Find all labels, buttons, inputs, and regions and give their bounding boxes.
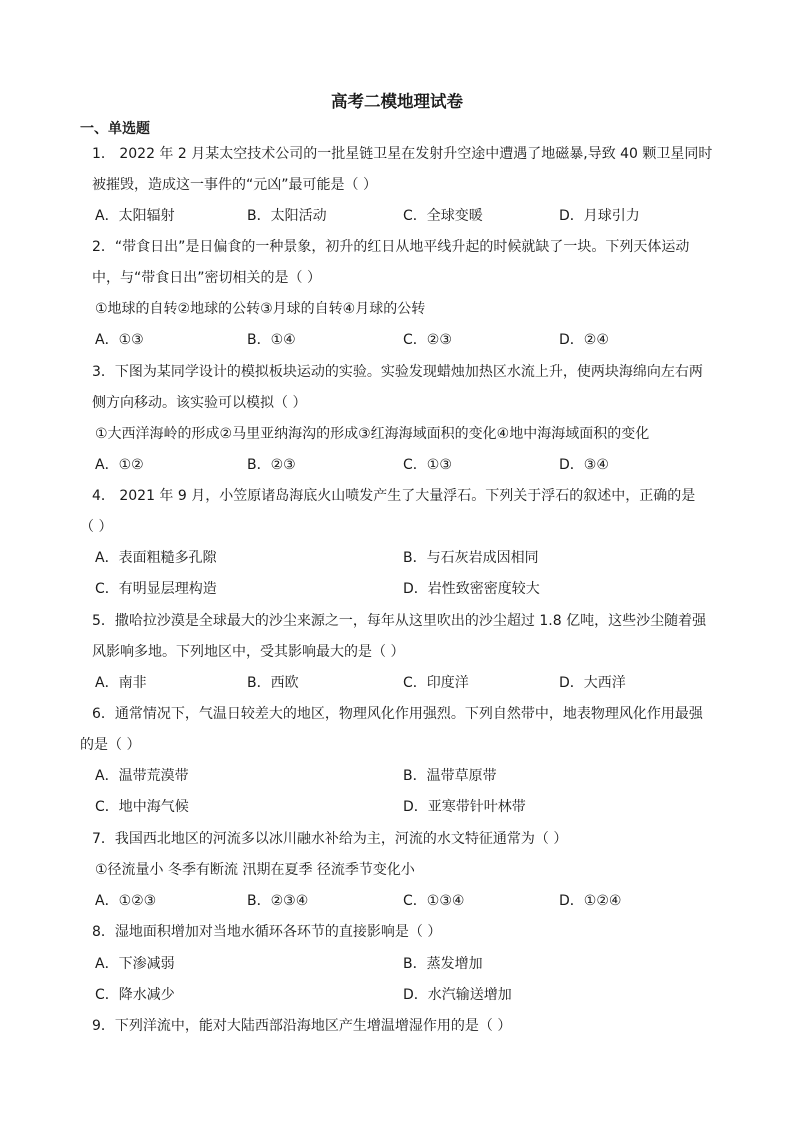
q3-option-d: D．③④ — [559, 457, 609, 473]
section-heading: 一、单选题 — [80, 121, 150, 137]
q3-option-c: C．①③ — [403, 457, 452, 473]
q1-option-a: A．太阳辐射 — [95, 208, 175, 224]
q5-option-b: B．西欧 — [247, 675, 299, 691]
q3-statements: ①大西洋海岭的形成②马里亚纳海沟的形成③红海海域面积的变化④地中海海域面积的变化 — [95, 426, 650, 442]
q7-option-c: C．①③④ — [403, 893, 465, 909]
q8-option-c: C．降水减少 — [95, 987, 175, 1003]
q6-option-c: C．地中海气候 — [95, 799, 189, 815]
q6-stem-line-1: 6．通常情况下，气温日较差大的地区，物理风化作用强烈。下列自然带中，地表物理风化作用最强 — [92, 706, 703, 722]
q4-option-c: C．有明显层理构造 — [95, 581, 217, 597]
q4-option-d: D．岩性致密密度较大 — [403, 581, 540, 597]
q5-option-a: A．南非 — [95, 675, 147, 691]
q7-stem-line-1: 7．我国西北地区的河流多以冰川融水补给为主，河流的水文特征通常为（ ） — [92, 831, 568, 847]
q1-option-c: C．全球变暖 — [403, 208, 483, 224]
q4-option-b: B．与石灰岩成因相同 — [403, 550, 539, 566]
q4-option-a: A．表面粗糙多孔隙 — [95, 550, 217, 566]
q5-stem-line-1: 5．撒哈拉沙漠是全球最大的沙尘来源之一，每年从这里吹出的沙尘超过 1.8 亿吨，这些沙尘随着强 — [92, 613, 707, 629]
q3-stem-line-1: 3．下图为某同学设计的模拟板块运动的实验。实验发现蜡烛加热区水流上升，使两块海绵向左右两 — [92, 364, 703, 380]
q2-option-b: B．①④ — [247, 332, 296, 348]
q8-option-a: A．下渗减弱 — [95, 956, 175, 972]
page-title: 高考二模地理试卷 — [331, 92, 463, 111]
q5-stem-line-2: 风影响多地。下列地区中，受其影响最大的是（ ） — [92, 644, 405, 660]
q2-stem-line-2: 中，与“带食日出”密切相关的是（ ） — [92, 270, 321, 286]
q1-option-d: D．月球引力 — [559, 208, 640, 224]
q7-option-d: D．①②④ — [559, 893, 622, 909]
q7-option-b: B．②③④ — [247, 893, 309, 909]
q5-option-c: C．印度洋 — [403, 675, 469, 691]
q8-stem-line-1: 8．湿地面积增加对当地水循环各环节的直接影响是（ ） — [92, 924, 442, 940]
q9-stem-line-1: 9．下列洋流中，能对大陆西部沿海地区产生增温增湿作用的是（ ） — [92, 1018, 512, 1034]
q5-option-d: D．大西洋 — [559, 675, 626, 691]
q2-option-c: C．②③ — [403, 332, 452, 348]
q1-stem-line-1: 1． 2022 年 2 月某太空技术公司的一批星链卫星在发射升空途中遭遇了地磁暴,导致 40 颗卫星同时 — [92, 146, 713, 162]
q4-stem-line-1: 4． 2021 年 9 月，小笠原诸岛海底火山喷发产生了大量浮石。下列关于浮石的叙述中，正确的是 — [92, 488, 696, 504]
q6-option-d: D．亚寒带针叶林带 — [403, 799, 526, 815]
q4-stem-line-2: （ ） — [80, 519, 113, 535]
q1-option-b: B．太阳活动 — [247, 208, 327, 224]
q8-option-b: B．蒸发增加 — [403, 956, 483, 972]
q2-option-a: A．①③ — [95, 332, 144, 348]
q2-option-d: D．②④ — [559, 332, 609, 348]
q2-stem-line-1: 2．“带食日出”是日偏食的一种景象，初升的红日从地平线升起的时候就缺了一块。下列天体运动 — [92, 239, 690, 255]
q8-option-d: D．水汽输送增加 — [403, 987, 512, 1003]
q3-stem-line-2: 侧方向移动。该实验可以模拟（ ） — [92, 395, 307, 411]
q3-option-b: B．②③ — [247, 457, 296, 473]
q3-option-a: A．①② — [95, 457, 144, 473]
q6-option-b: B．温带草原带 — [403, 768, 497, 784]
q7-option-a: A．①②③ — [95, 893, 157, 909]
q7-statements: ①径流量小 冬季有断流 汛期在夏季 径流季节变化小 — [95, 862, 415, 878]
q2-statements: ①地球的自转②地球的公转③月球的自转④月球的公转 — [95, 301, 426, 317]
q6-option-a: A．温带荒漠带 — [95, 768, 189, 784]
q1-stem-line-2: 被摧毁，造成这一事件的“元凶”最可能是（ ） — [92, 177, 377, 193]
q6-stem-line-2: 的是（ ） — [80, 737, 141, 753]
